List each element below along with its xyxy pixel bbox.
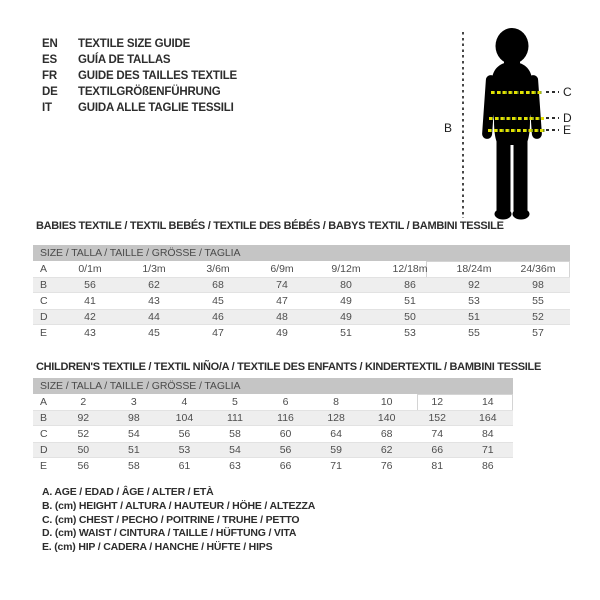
table-cell: 86 [481, 460, 494, 472]
table-cell: 48 [276, 311, 288, 323]
table-cell: 47 [212, 327, 224, 339]
table-cell: 51 [468, 311, 480, 323]
table-cell: 54 [229, 444, 241, 456]
table-cell: 60 [279, 428, 292, 440]
table-cell: 44 [148, 311, 160, 323]
table-cell: 54 [128, 428, 140, 440]
measure-legend [42, 486, 315, 555]
list-item [42, 84, 237, 100]
table-cell: 12/18m [392, 263, 428, 275]
table-cell: 43 [84, 327, 96, 339]
table-cell: 51 [128, 444, 140, 456]
table-cell: 50 [77, 444, 90, 456]
table-cell: 56 [178, 428, 191, 440]
table-cell: 53 [178, 444, 191, 456]
babies-size-table [33, 245, 570, 341]
table-cell: 41 [84, 295, 96, 307]
table-row-b [33, 410, 513, 426]
table-cell: 84 [481, 428, 494, 440]
children-table-title: CHILDREN'S TEXTILE / TEXTIL NIÑO/A / TEXTILE DES ENFANTS / KINDERTEXTIL / BAMBINI TESSILE [36, 361, 541, 373]
table-cell: 47 [276, 295, 288, 307]
table-cell: 58 [128, 460, 140, 472]
table-cell: 51 [340, 327, 352, 339]
table-cell: 49 [340, 295, 352, 307]
hip-connector-dashes [546, 129, 559, 131]
list-item [42, 36, 237, 52]
table-cell: 63 [229, 460, 241, 472]
size-header-band: SIZE / TALLA / TAILLE / GRÖSSE / TAGLIA [33, 245, 570, 261]
table-cell: 80 [340, 279, 352, 291]
table-row-e [33, 458, 513, 474]
legend-line-waist: D. (cm) WAIST / CINTURA / TAILLE / HÜFTUNG / VITA [42, 527, 297, 540]
table-cell: 42 [84, 311, 96, 323]
table-cell: 24/36m [520, 263, 556, 275]
table-cell: 71 [481, 444, 494, 456]
hip-measure-line [488, 129, 545, 132]
table-cell: 53 [468, 295, 480, 307]
table-cell: 3 [130, 396, 137, 408]
height-measure-line [462, 32, 464, 218]
legend-line-height: B. (cm) HEIGHT / ALTURA / HAUTEUR / HÖHE / ALTEZZA [42, 499, 316, 512]
list-item [42, 100, 237, 116]
language-label: TEXTILGRÖßENFÜHRUNG [78, 86, 221, 98]
language-label: GUIDE DES TAILLES TEXTILE [78, 70, 237, 82]
language-label: TEXTILE SIZE GUIDE [78, 38, 191, 50]
table-cell: 3/6m [206, 263, 230, 275]
table-cell: 66 [431, 444, 444, 456]
table-row-d [33, 442, 513, 458]
table-cell: 8 [333, 396, 340, 408]
table-cell: 52 [532, 311, 544, 323]
table-cell: 46 [212, 311, 224, 323]
row-label: C [40, 428, 48, 440]
table-cell: 53 [404, 327, 416, 339]
table-cell: 64 [330, 428, 342, 440]
table-cell: 116 [277, 412, 294, 424]
table-cell: 55 [468, 327, 480, 339]
table-cell: 98 [128, 412, 140, 424]
table-cell: 57 [532, 327, 544, 339]
language-code: ES [42, 54, 57, 66]
list-item [42, 52, 237, 68]
children-size-table [33, 378, 513, 474]
table-cell: 43 [148, 295, 160, 307]
table-row-e [33, 325, 570, 341]
table-cell: 45 [148, 327, 160, 339]
table-cell: 66 [279, 460, 292, 472]
table-row-a [33, 261, 570, 277]
row-label: A [40, 263, 48, 275]
language-code: EN [42, 38, 58, 50]
table-cell: 62 [380, 444, 393, 456]
table-row-d [33, 309, 570, 325]
table-row-a [33, 394, 513, 410]
row-label: E [40, 460, 48, 472]
table-cell: 86 [404, 279, 416, 291]
table-cell: 152 [428, 412, 446, 424]
language-code: DE [42, 86, 58, 98]
row-label: B [40, 279, 48, 291]
height-label: B [444, 121, 453, 135]
language-code: IT [42, 102, 52, 114]
table-cell: 45 [212, 295, 224, 307]
table-cell: 92 [77, 412, 90, 424]
table-cell: 140 [377, 412, 396, 424]
table-cell: 74 [431, 428, 444, 440]
table-cell: 10 [380, 396, 393, 408]
table-cell: 56 [77, 460, 90, 472]
table-row-c [33, 293, 570, 309]
table-cell: 59 [330, 444, 342, 456]
row-label: D [40, 311, 48, 323]
table-cell: 71 [330, 460, 342, 472]
table-cell: 6 [282, 396, 289, 408]
table-cell: 81 [431, 460, 444, 472]
table-cell: 74 [276, 279, 288, 291]
table-cell: 49 [340, 311, 352, 323]
legend-line-age: A. AGE / EDAD / ÂGE / ALTER / ETÀ [42, 486, 214, 498]
table-cell: 49 [276, 327, 288, 339]
row-label: C [40, 295, 48, 307]
babies-table-title: BABIES TEXTILE / TEXTIL BEBÉS / TEXTILE DES BÉBÉS / BABYS TEXTIL / BAMBINI TESSILE [36, 220, 504, 232]
waist-measure-line [489, 117, 544, 120]
waist-connector-dashes [546, 117, 559, 119]
list-item [42, 68, 237, 84]
row-label: D [40, 444, 48, 456]
table-body [33, 261, 570, 341]
table-cell: 111 [226, 412, 243, 424]
size-header-band: SIZE / TALLA / TAILLE / GRÖSSE / TAGLIA [33, 378, 513, 394]
table-cell: 128 [327, 412, 345, 424]
legend-line-hip: E. (cm) HIP / CADERA / HANCHE / HÜFTE / HIPS [42, 541, 273, 554]
chest-measure-line [491, 91, 543, 94]
hip-label: E [563, 123, 572, 137]
legend-line-chest: C. (cm) CHEST / PECHO / POITRINE / TRUHE / PETTO [42, 513, 300, 526]
table-cell: 0/1m [78, 263, 102, 275]
table-cell: 51 [404, 295, 416, 307]
table-cell: 1/3m [142, 263, 166, 275]
table-cell: 6/9m [270, 263, 294, 275]
child-silhouette [450, 25, 560, 225]
table-cell: 52 [77, 428, 90, 440]
table-cell: 68 [380, 428, 393, 440]
table-cell: 12 [431, 396, 444, 408]
table-cell: 58 [229, 428, 241, 440]
language-guide-list [42, 36, 237, 116]
row-label: A [40, 396, 48, 408]
table-cell: 55 [532, 295, 544, 307]
table-cell: 92 [468, 279, 480, 291]
row-label: E [40, 327, 48, 339]
table-cell: 4 [181, 396, 188, 408]
table-cell: 104 [175, 412, 194, 424]
table-cell: 9/12m [331, 263, 361, 275]
table-cell: 76 [380, 460, 393, 472]
table-cell: 164 [479, 412, 497, 424]
waist-label: D [563, 111, 572, 125]
chest-connector-dashes [546, 91, 559, 93]
language-code: FR [42, 70, 57, 82]
table-cell: 98 [532, 279, 544, 291]
table-cell: 68 [212, 279, 224, 291]
table-cell: 50 [404, 311, 416, 323]
table-cell: 62 [148, 279, 160, 291]
table-cell: 56 [279, 444, 292, 456]
table-row-b [33, 277, 570, 293]
chest-label: C [563, 85, 572, 99]
table-body [33, 394, 513, 474]
table-cell: 2 [80, 396, 87, 408]
table-row-c [33, 426, 513, 442]
table-cell: 56 [84, 279, 96, 291]
language-label: GUIDA ALLE TAGLIE TESSILI [78, 102, 234, 114]
row-label: B [40, 412, 48, 424]
table-cell: 5 [232, 396, 238, 408]
table-cell: 18/24m [456, 263, 492, 275]
language-label: GUÍA DE TALLAS [78, 54, 171, 66]
table-cell: 61 [178, 460, 191, 472]
table-cell: 14 [481, 396, 494, 408]
